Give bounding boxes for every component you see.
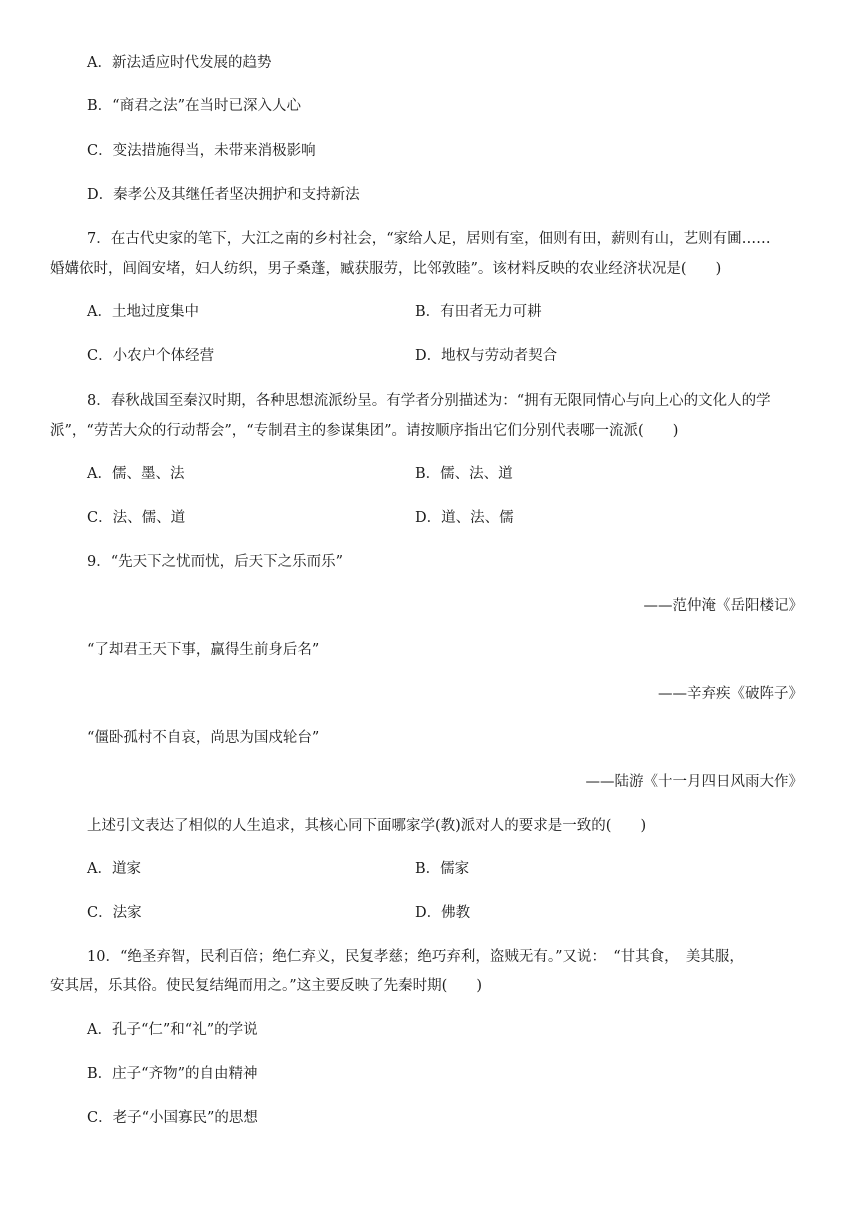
q6-option-d: D．秦孝公及其继任者坚决拥护和支持新法 [87, 187, 360, 203]
q8-stem-line1: 8．春秋战国至秦汉时期，各种思想流派纷呈。有学者分别描述为：“拥有无限同情心与向上心的文化人的学 [87, 393, 771, 409]
q7-option-d: D．地权与劳动者契合 [415, 348, 558, 364]
q10-option-c: C．老子“小国寡民”的思想 [87, 1110, 258, 1126]
q9-quote-1: 9．“先天下之忧而忧，后天下之乐而乐” [87, 554, 344, 570]
q6-option-b: B．“商君之法”在当时已深入人心 [87, 98, 301, 114]
q6-option-c: C．变法措施得当，未带来消极影响 [87, 143, 316, 159]
q7-option-a: A．土地过度集中 [87, 304, 199, 320]
q9-source-1: ——范仲淹《岳阳楼记》 [643, 598, 803, 614]
q8-stem-line2: 派”，“劳苦大众的行动帮会”，“专制君主的参谋集团”。请按顺序指出它们分别代表哪一流派( ) [50, 423, 679, 439]
q9-source-2: ——辛弃疾《破阵子》 [658, 686, 803, 702]
q9-stem: 上述引文表达了相似的人生追求，其核心同下面哪家学(教)派对人的要求是一致的( ) [87, 818, 647, 834]
q7-stem-line1: 7．在古代史家的笔下，大江之南的乡村社会，“家给人足，居则有室，佃则有田，薪则有山，艺则有圃…… [87, 231, 771, 247]
q8-option-b: B．儒、法、道 [415, 466, 513, 482]
q9-source-3: ——陆游《十一月四日风雨大作》 [585, 774, 803, 790]
q6-option-a: A．新法适应时代发展的趋势 [87, 55, 272, 71]
q9-option-b: B．儒家 [415, 861, 470, 877]
q9-option-c: C．法家 [87, 905, 142, 921]
q10-stem-line2: 安其居，乐其俗。使民复结绳而用之。”这主要反映了先秦时期( ) [50, 978, 482, 994]
q7-option-c: C．小农户个体经营 [87, 348, 215, 364]
q10-option-b: B．庄子“齐物”的自由精神 [87, 1066, 258, 1082]
q8-option-d: D．道、法、儒 [415, 510, 514, 526]
q8-option-c: C．法、儒、道 [87, 510, 186, 526]
q9-option-a: A．道家 [87, 861, 141, 877]
q9-quote-2: “了却君王天下事，赢得生前身后名” [87, 642, 320, 658]
q10-option-a: A．孔子“仁”和“礼”的学说 [87, 1022, 258, 1038]
q7-stem-line2: 婚媾依时，闾阎安堵，妇人纺织，男子桑蓬，臧获服劳，比邻敦睦”。该材料反映的农业经济状况是( ) [50, 261, 722, 277]
q8-option-a: A．儒、墨、法 [87, 466, 185, 482]
q9-option-d: D．佛教 [415, 905, 471, 921]
q10-stem-line1: 10．“绝圣弃智，民利百倍；绝仁弃义，民复孝慈；绝巧弃利，盗贼无有。”又说： “甘其食， 美其服， [87, 949, 744, 965]
q7-option-b: B．有田者无力可耕 [415, 304, 542, 320]
q9-quote-3: “僵卧孤村不自哀，尚思为国戍轮台” [87, 730, 320, 746]
